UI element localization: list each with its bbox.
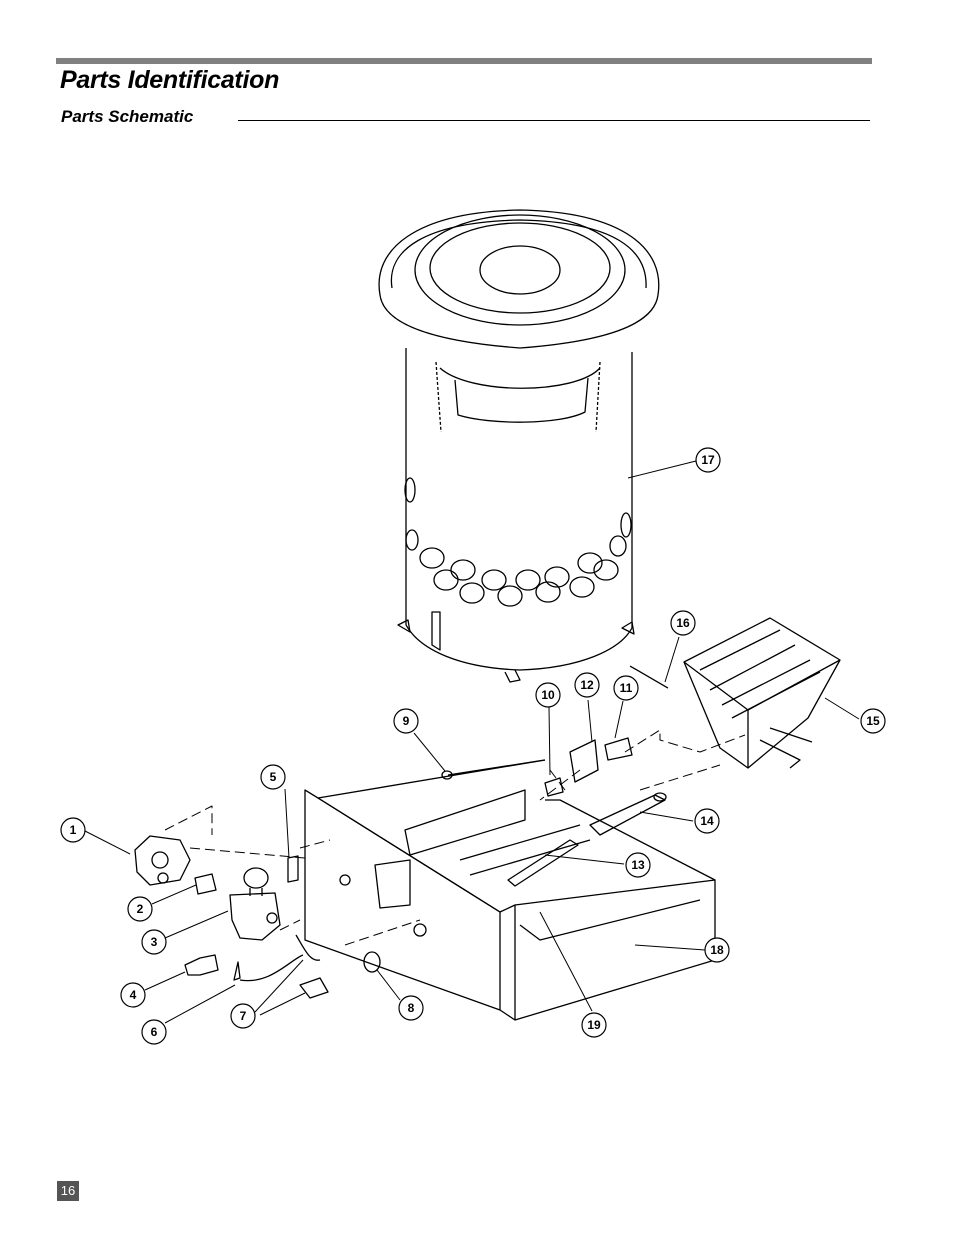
callout-4 bbox=[121, 983, 145, 1007]
callout-3 bbox=[142, 930, 166, 954]
svg-text:10: 10 bbox=[541, 688, 555, 702]
svg-text:7: 7 bbox=[239, 1009, 247, 1023]
svg-text:13: 13 bbox=[631, 858, 645, 872]
fittings bbox=[185, 666, 668, 998]
svg-text:6: 6 bbox=[150, 1025, 158, 1039]
callout-5 bbox=[261, 765, 285, 789]
callouts bbox=[61, 448, 885, 1044]
callout-6 bbox=[142, 1020, 166, 1044]
svg-text:8: 8 bbox=[407, 1001, 415, 1015]
svg-text:2: 2 bbox=[136, 902, 144, 916]
callout-1 bbox=[61, 818, 85, 842]
base-pan bbox=[305, 760, 715, 1020]
callout-14 bbox=[695, 809, 719, 833]
svg-text:12: 12 bbox=[580, 678, 594, 692]
svg-text:9: 9 bbox=[402, 714, 410, 728]
page-title: Parts Identification bbox=[60, 66, 280, 94]
section-heading: Parts Schematic bbox=[61, 107, 194, 126]
callout-18 bbox=[705, 938, 729, 962]
gas-valve bbox=[135, 836, 280, 940]
page-number: 16 bbox=[57, 1181, 79, 1201]
leader-lines bbox=[85, 461, 859, 1023]
svg-text:5: 5 bbox=[269, 770, 277, 784]
svg-text:17: 17 bbox=[701, 453, 715, 467]
callout-7 bbox=[231, 1004, 255, 1028]
callout-13 bbox=[626, 853, 650, 877]
callout-17 bbox=[696, 448, 720, 472]
callout-2 bbox=[128, 897, 152, 921]
assembly-lines bbox=[165, 730, 745, 945]
svg-text:4: 4 bbox=[129, 988, 137, 1002]
callout-16 bbox=[671, 611, 695, 635]
svg-text:11: 11 bbox=[619, 681, 633, 695]
callout-8 bbox=[399, 996, 423, 1020]
svg-text:16: 16 bbox=[676, 616, 690, 630]
svg-text:3: 3 bbox=[150, 935, 158, 949]
svg-text:18: 18 bbox=[710, 943, 724, 957]
svg-text:14: 14 bbox=[700, 814, 714, 828]
callout-10 bbox=[536, 683, 560, 707]
svg-text:1: 1 bbox=[69, 823, 77, 837]
callout-12 bbox=[575, 673, 599, 697]
callout-11 bbox=[614, 676, 638, 700]
callout-19 bbox=[582, 1013, 606, 1037]
svg-text:15: 15 bbox=[866, 714, 880, 728]
burner-box bbox=[684, 618, 840, 768]
callout-15 bbox=[861, 709, 885, 733]
svg-text:19: 19 bbox=[587, 1018, 601, 1032]
callout-9 bbox=[394, 709, 418, 733]
heater-shroud bbox=[379, 210, 659, 682]
